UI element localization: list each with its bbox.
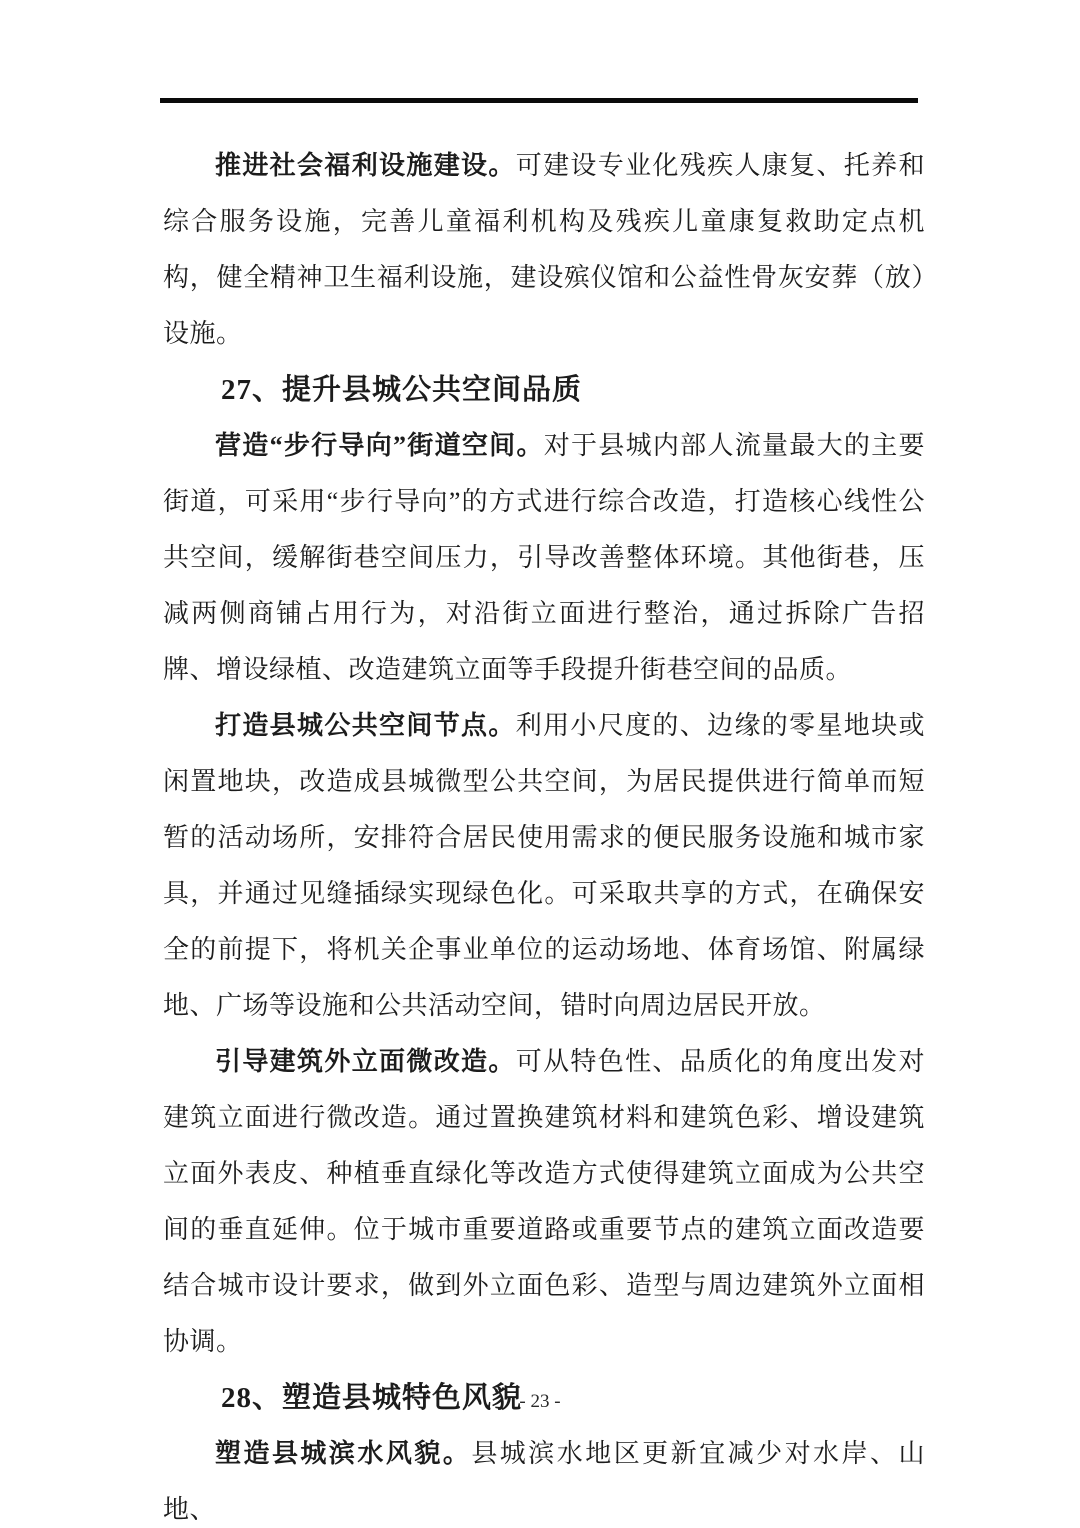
paragraph-lead: 塑造县城滨水风貌。 xyxy=(215,1439,472,1468)
paragraph-lead: 推进社会福利设施建设。 xyxy=(215,151,516,180)
paragraph-text: 可建设专业化残疾人康复、托养和综合服务设施，完善儿童福利机构及残疾儿童康复救助定点机构，健全精神卫生福利设施，建设殡仪馆和公益性骨灰安葬（放）设施。 xyxy=(163,151,925,348)
section-heading-27: 27、提升县城公共空间品质 xyxy=(221,374,583,406)
paragraph-walking-oriented-streets xyxy=(163,418,925,698)
paragraph-waterfront-character xyxy=(163,1426,925,1528)
paragraph-lead: 打造县城公共空间节点。 xyxy=(215,711,516,740)
paragraph-text: 利用小尺度的、边缘的零星地块或闲置地块，改造成县城微型公共空间，为居民提供进行简单而短暂的活动场所，安排符合居民使用需求的便民服务设施和城市家具，并通过见缝插绿实现绿色化。可采取共享的方式，在确保安全的前提下，将机关企事业单位的运动场地、体育场馆、附属绿地、广场等设施和公共活动空间，错时向周边居民开放。 xyxy=(163,711,925,1020)
paragraph-public-space-nodes xyxy=(163,698,925,1034)
paragraph-lead: 引导建筑外立面微改造。 xyxy=(215,1047,516,1076)
paragraph-text: 可从特色性、品质化的角度出发对建筑立面进行微改造。通过置换建筑材料和建筑色彩、增设建筑立面外表皮、种植垂直绿化等改造方式使得建筑立面成为公共空间的垂直延伸。位于城市重要道路或重要节点的建筑立面改造要结合城市设计要求，做到外立面色彩、造型与周边建筑外立面相协调。 xyxy=(163,1047,925,1356)
section-heading-28: 28、塑造县城特色风貌 xyxy=(221,1382,523,1414)
paragraph-text: 对于县城内部人流量最大的主要街道，可采用“步行导向”的方式进行综合改造，打造核心线性公共空间，缓解街巷空间压力，引导改善整体环境。其他街巷，压减两侧商铺占用行为，对沿街立面进行整治，通过拆除广告招牌、增设绿植、改造建筑立面等手段提升街巷空间的品质。 xyxy=(163,431,925,684)
paragraph-facade-micro-renovation xyxy=(163,1034,925,1370)
paragraph-text: 县城滨水地区更新宜减少对水岸、山地、 xyxy=(163,1439,925,1524)
document-body xyxy=(163,138,925,1528)
paragraph-lead: 营造“步行导向”街道空间。 xyxy=(215,431,544,460)
page-number: - 23 - xyxy=(519,1391,561,1412)
paragraph-social-welfare-facilities xyxy=(163,138,925,362)
header-rule xyxy=(160,98,918,103)
